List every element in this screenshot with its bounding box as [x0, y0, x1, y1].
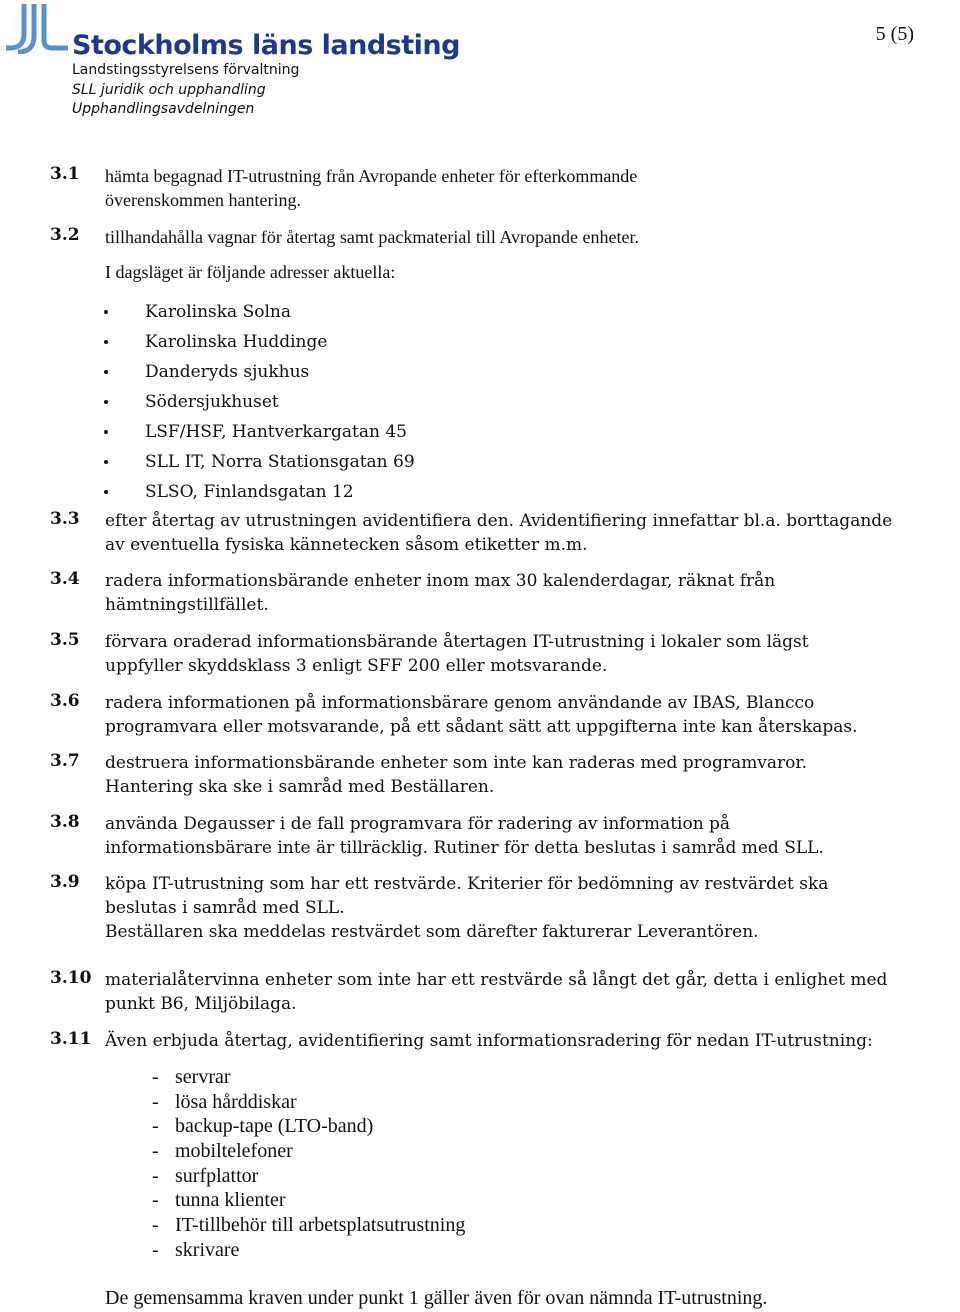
item-number: 3.11	[50, 1029, 92, 1049]
address-item: Karolinska Huddinge	[104, 327, 415, 357]
equipment-label: skrivare	[175, 1238, 240, 1261]
item-number: 3.9	[50, 872, 80, 892]
equipment-item: - surfplattor	[152, 1164, 259, 1187]
address-item: LSF/HSF, Hantverkargatan 45	[104, 417, 415, 447]
header-line-2: SLL juridik och upphandling	[72, 82, 266, 98]
item-number: 3.8	[50, 812, 80, 832]
address-item: SLSO, Finlandsgatan 12	[104, 477, 415, 507]
list-item	[50, 630, 955, 678]
item-text-line: radera informationsbärande enheter inom max 30 kalenderdagar, räknat från	[105, 571, 776, 591]
list-item	[50, 509, 955, 557]
address-list	[104, 297, 415, 507]
list-item	[50, 812, 955, 860]
item-text-line: materialåtervinna enheter som inte har ett restvärde så långt det går, detta i enlighet med	[105, 970, 888, 990]
header-line-3: Upphandlingsavdelningen	[72, 101, 255, 117]
item-text-line: radera informationen på informationsbärare genom användande av IBAS, Blancco	[105, 693, 815, 713]
equipment-item: - lösa hårddiskar	[152, 1090, 297, 1113]
item-text-line: förvara oraderad informationsbärande återtagen IT-utrustning i lokaler som lägst	[105, 632, 809, 652]
document-header	[6, 4, 460, 117]
equipment-label: tunna klienter	[175, 1189, 286, 1212]
item-number: 3.6	[50, 691, 80, 711]
item-text-line: destruera informationsbärande enheter som inte kan raderas med programvaror.	[105, 753, 808, 773]
equipment-item: - mobiltelefoner	[152, 1140, 293, 1163]
item-number: 3.2	[50, 225, 80, 245]
list-item	[50, 164, 955, 212]
list-item	[50, 751, 955, 799]
equipment-label: backup-tape (LTO-band)	[175, 1115, 374, 1138]
equipment-label: lösa hårddiskar	[175, 1090, 297, 1113]
item-number: 3.10	[50, 968, 92, 988]
list-item	[50, 691, 955, 739]
item-text-line: beslutas i samråd med SLL.	[105, 898, 345, 918]
list-item	[50, 1029, 955, 1053]
address-item: Södersjukhuset	[104, 387, 415, 417]
equipment-item: - skrivare	[152, 1238, 240, 1261]
item-text-line: efter återtag av utrustningen avidentifiera den. Avidentifiering innefattar bl.a. borttagande	[105, 511, 893, 531]
header-line-1: Landstingsstyrelsens förvaltning	[72, 62, 300, 78]
item-text-line: Hantering ska ske i samråd med Beställaren.	[105, 777, 495, 797]
item-text-line: överenskommen hantering.	[105, 190, 301, 210]
page-number: 5 (5)	[875, 23, 914, 45]
item-text-line: hämtningstillfället.	[105, 595, 269, 615]
list-item	[50, 225, 955, 249]
equipment-item: - IT-tillbehör till arbetsplatsutrustning	[152, 1214, 466, 1237]
equipment-list	[152, 1065, 465, 1263]
item-text-line: använda Degausser i de fall programvara för radering av information på	[105, 814, 731, 834]
footer-note: De gemensamma kraven under punkt 1 gäller även för ovan nämnda IT-utrustning.	[105, 1287, 768, 1309]
equipment-label: mobiltelefoner	[175, 1140, 293, 1163]
item-number: 3.7	[50, 751, 80, 771]
item-text-line: informationsbärare inte är tillräcklig. Rutiner för detta beslutas i samråd med SLL.	[105, 838, 824, 858]
item-text-line: uppfyller skyddsklass 3 enligt SFF 200 eller motsvarande.	[105, 656, 608, 676]
item-text-line: tillhandahålla vagnar för återtag samt packmaterial till Avropande enheter.	[105, 227, 639, 247]
item-text-line: köpa IT-utrustning som har ett restvärde. Kriterier för bedömning av restvärdet ska	[105, 874, 829, 894]
item-number: 3.4	[50, 569, 80, 589]
address-item: Karolinska Solna	[104, 297, 415, 327]
org-name: Stockholms läns landsting	[72, 30, 460, 61]
item-text-line: Beställaren ska meddelas restvärdet som därefter fakturerar Leverantören.	[105, 922, 759, 942]
item-text-line: av eventuella fysiska kännetecken såsom etiketter m.m.	[105, 535, 588, 555]
item-number: 3.1	[50, 164, 80, 184]
item-text-line: Även erbjuda återtag, avidentifiering samt informationsradering för nedan IT-utrustning:	[105, 1031, 873, 1051]
equipment-item: - servrar	[152, 1066, 231, 1088]
address-item: SLL IT, Norra Stationsgatan 69	[104, 447, 415, 477]
list-item	[50, 569, 955, 617]
equipment-item: - tunna klienter	[152, 1189, 286, 1212]
equipment-label: surfplattor	[175, 1164, 259, 1187]
equipment-label: servrar	[175, 1066, 231, 1088]
list-item	[50, 872, 955, 944]
equipment-label: IT-tillbehör till arbetsplatsutrustning	[175, 1214, 466, 1237]
item-text-line: punkt B6, Miljöbilaga.	[105, 994, 297, 1014]
item-number: 3.5	[50, 630, 80, 650]
item-text-line: programvara eller motsvarande, på ett sådant sätt att uppgifterna inte kan återskapas.	[105, 717, 858, 737]
address-intro: I dagsläget är följande adresser aktuella:	[105, 262, 396, 282]
item-number: 3.3	[50, 509, 80, 529]
equipment-item: - backup-tape (LTO-band)	[152, 1115, 374, 1138]
sll-logo-icon	[6, 4, 68, 54]
list-item	[50, 968, 955, 1016]
address-item: Danderyds sjukhus	[104, 357, 415, 387]
item-text-line: hämta begagnad IT-utrustning från Avropande enheter för efterkommande	[105, 166, 638, 186]
